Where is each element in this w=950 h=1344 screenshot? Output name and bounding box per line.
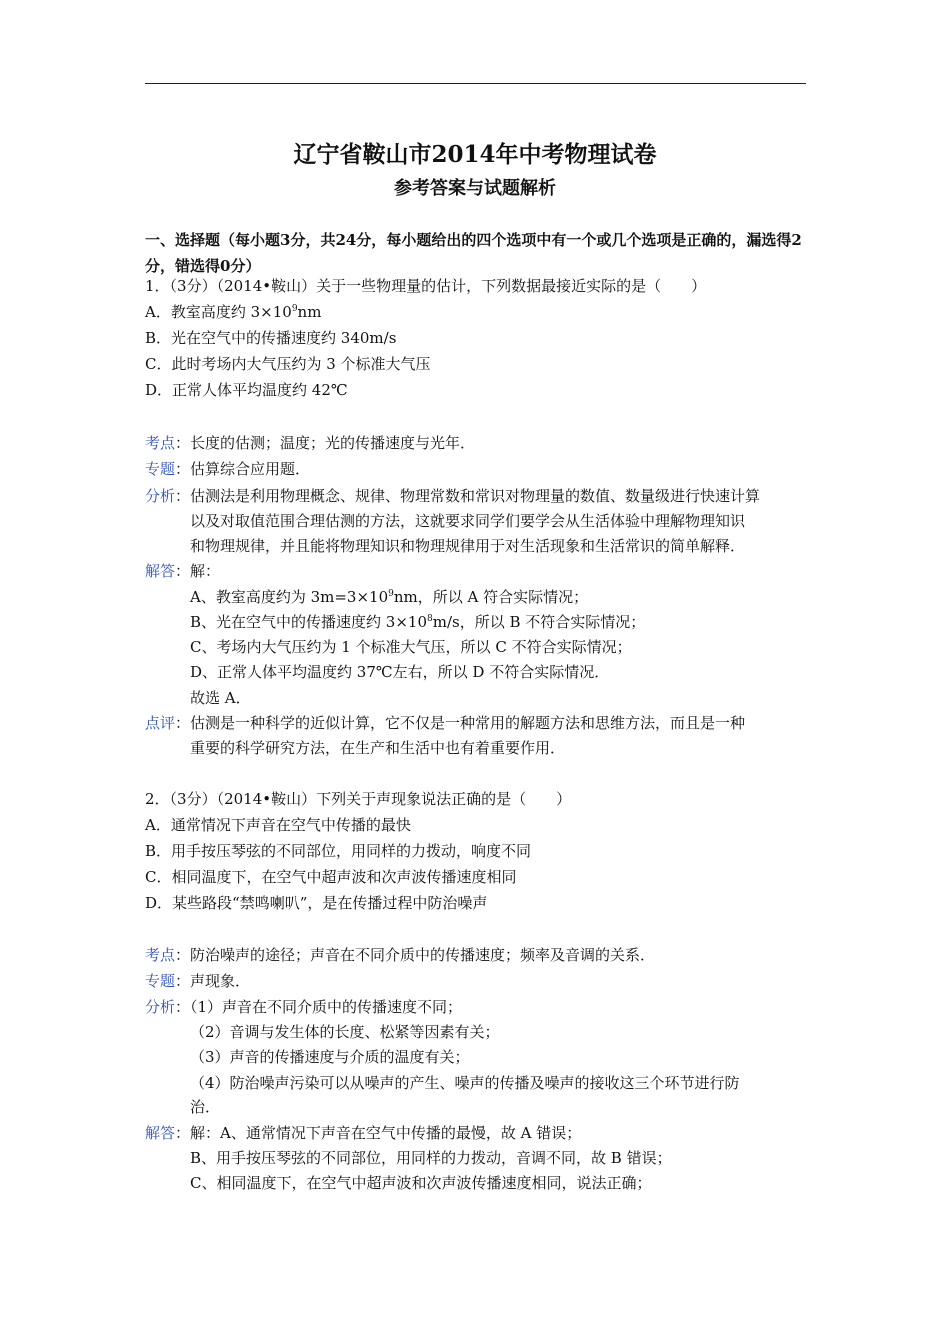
page-title: 辽宁省鞍山市2014年中考物理试卷 [293,141,657,168]
q2-option-d: D．某些路段“禁鸣喇叭”，是在传播过程中防治噪声 [145,894,488,912]
q2-stem: 2．（3分）（2014•鞍山）下列关于声现象说法正确的是（ ） [145,790,572,808]
q2-option-c: C．相同温度下，在空气中超声波和次声波传播速度相同 [145,868,517,886]
q2-fenxi-line5: 治． [190,1098,221,1116]
q1-dianping-line2: 重要的科学研究方法，在生产和生活中也有着重要作用． [190,739,566,757]
q1-option-b: B．光在空气中的传播速度约 340m/s [145,329,397,347]
q2-fenxi: 分析：（1）声音在不同介质中的传播速度不同； [145,998,463,1016]
q1-jieda-a: A、教室高度约为 $3m=3\times 10^9nm$，所以 A 符合实际情况； [190,588,589,606]
page-subtitle: 参考答案与试题解析 [394,178,556,199]
q1-jieda-b: B、光在空气中的传播速度约 $3\times 10^8m/s$，所以 B 不符合实际情况； [190,613,646,631]
q2-jieda-c: C、相同温度下，在空气中超声波和次声波传播速度相同，说法正确； [190,1174,652,1192]
q1-dianping: 点评：估测是一种科学的近似计算，它不仅是一种常用的解题方法和思维方法，而且是一种 [145,714,746,732]
q1-jieda-d: D、正常人体平均温度约 37℃左右，所以 D 不符合实际情况． [190,663,610,681]
q2-jieda: 解答：解：A、通常情况下声音在空气中传播的最慢，故 A 错误； [145,1124,582,1142]
q1-zhuanti: 专题：估算综合应用题． [145,460,311,478]
q1-fenxi: 分析：估测法是利用物理概念、规律、物理常数和常识对物理量的数值、数量级进行快速计算 [145,487,761,505]
q2-zhuanti: 专题：声现象． [145,972,251,990]
q1-kaodian: 考点：长度的估测；温度；光的传播速度与光年． [145,434,476,452]
q2-jieda-b: B、用手按压琴弦的不同部位，用同样的力拨动，音调不同，故 B 错误； [190,1149,672,1167]
q1-jieda-c: C、考场内大气压约为 1 个标准大气压，所以 C 不符合实际情况； [190,638,632,656]
q1-stem: 1．（3分）（2014•鞍山）关于一些物理量的估计，下列数据最接近实际的是（ ） [145,277,707,295]
q2-kaodian: 考点：防治噪声的途径；声音在不同介质中的传播速度；频率及音调的关系． [145,946,656,964]
q1-fenxi-line3: 和物理规律，并且能将物理知识和物理规律用于对生活现象和生活常识的简单解释． [190,537,746,555]
header-rule [145,83,806,84]
q2-option-b: B．用手按压琴弦的不同部位，用同样的力拨动，响度不同 [145,842,532,860]
q1-jieda: 解答：解： [145,562,221,580]
q2-fenxi-line3: （3）声音的传播速度与介质的温度有关； [190,1048,470,1066]
q2-option-a: A．通常情况下声音在空气中传播的最快 [145,816,411,834]
q1-fenxi-line2: 以及对取值范围合理估测的方法，这就要求同学们要学会从生活体验中理解物理知识 [190,512,746,530]
q1-jieda-answer: 故选 A． [190,689,251,707]
q1-option-a: A．教室高度约 $3\times 10^9nm$ [145,303,322,321]
q2-fenxi-line4: （4）防治噪声污染可以从噪声的产生、噪声的传播及噪声的接收这三个环节进行防 [190,1074,740,1092]
q1-option-c: C．此时考场内大气压约为 3 个标准大气压 [145,355,431,373]
q1-option-d: D．正常人体平均温度约 42℃ [145,381,348,399]
section-heading: 一、选择题（每小题3分，共24分，每小题给出的四个选项中有一个或几个选项是正确的，漏选得2分，错选得0分） [145,231,802,275]
q2-fenxi-line2: （2）音调与发生体的长度、松紧等因素有关； [190,1023,500,1041]
